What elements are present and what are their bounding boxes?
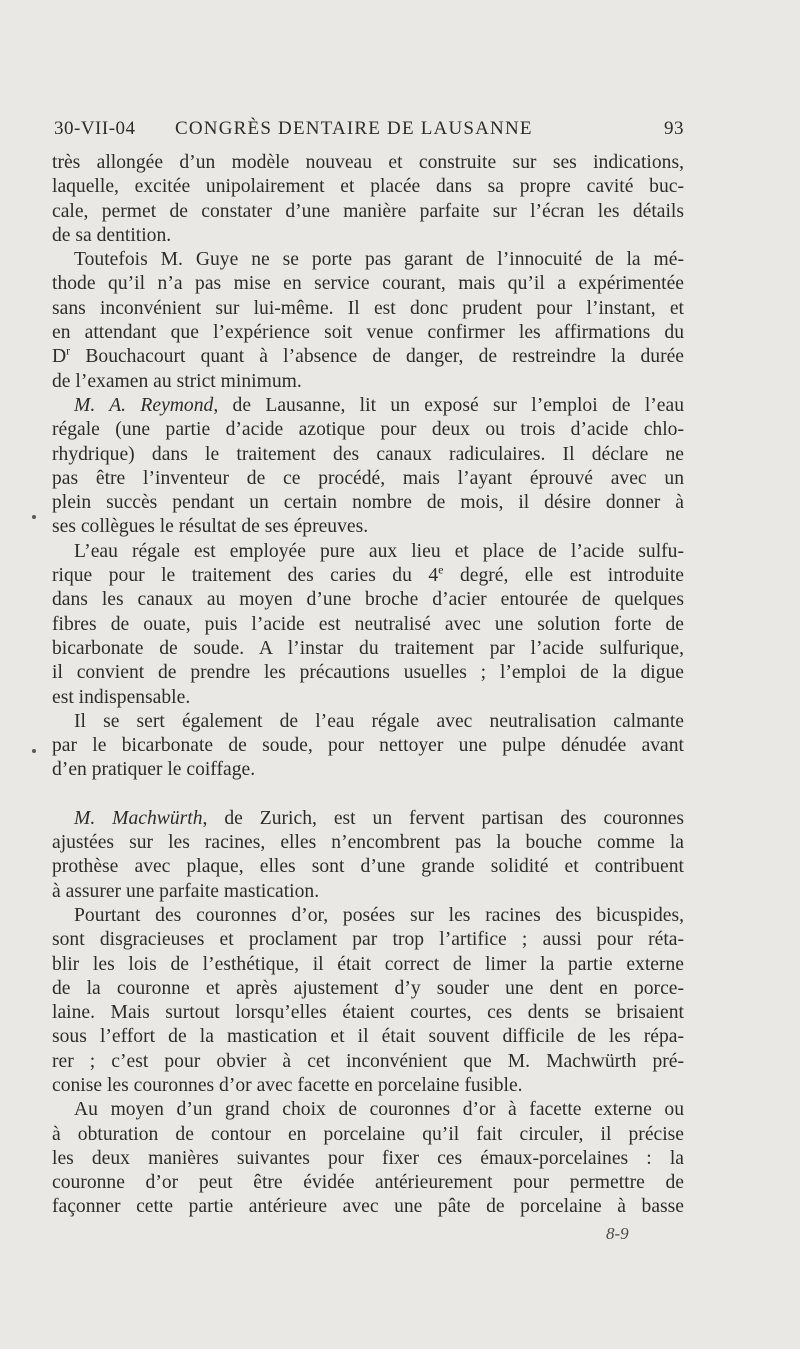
header-title: CONGRÈS DENTAIRE DE LAUSANNE <box>175 118 533 139</box>
text-line: bicarbonate de soude. A l’instar du traitement par l’acide sulfurique, <box>52 637 684 659</box>
text-segment: , de Zurich, est un fervent partisan des couronnes <box>202 807 684 829</box>
text-line: à assurer une parfaite mastication. <box>52 880 320 902</box>
text-line: sans inconvénient sur lui-même. Il est donc prudent pour l’instant, et <box>52 297 684 319</box>
running-header <box>54 118 684 146</box>
text-segment: , de Lausanne, lit un exposé sur l’emploi de l’eau <box>213 394 684 416</box>
text-line: en attendant que l’expérience soit venue confirmer les affirmations du <box>52 322 684 344</box>
text-line: conise les couronnes d’or avec facette en porcelaine fusible. <box>52 1074 523 1096</box>
text-line: laine. Mais surtout lorsqu’elles étaient courtes, ces dents se brisaient <box>52 1002 684 1024</box>
text-line: fibres de ouate, puis l’acide est neutralisé avec une solution forte de <box>52 613 684 635</box>
text-line: régale (une partie d’acide azotique pour deux ou trois d’acide chlo- <box>52 419 684 441</box>
margin-speck <box>32 749 36 753</box>
text-line: prothèse avec plaque, elles sont d’une grande solidité et contribuent <box>52 856 684 878</box>
text-line: laquelle, excitée unipolairement et placée dans sa propre cavité buc- <box>52 176 684 198</box>
text-line: de l’examen au strict minimum. <box>52 370 302 392</box>
ordinal-superscript: e <box>438 562 444 577</box>
text-line: Toutefois M. Guye ne se porte pas garant de l’innocuité de la mé- <box>74 249 684 271</box>
text-segment: degré, elle est introduite <box>443 565 684 587</box>
text-segment: rique pour le traitement des caries du <box>52 565 429 587</box>
speaker-name-reymond: M. A. Reymond <box>74 394 214 416</box>
dr-abbrev: D <box>52 346 67 368</box>
text-line: il convient de prendre les précautions usuelles ; l’emploi de la digue <box>52 662 684 684</box>
text-line: Pourtant des couronnes d’or, posées sur les racines des bicuspides, <box>74 904 684 926</box>
dr-superscript: r <box>66 343 71 358</box>
body-text <box>52 151 684 1220</box>
ordinal-number: 4 <box>428 565 439 587</box>
text-line: par le bicarbonate de soude, pour nettoyer une pulpe dénudée avant <box>52 735 684 757</box>
text-line-doctor <box>52 345 684 369</box>
text-line: Il se sert également de l’eau régale avec neutralisation calmante <box>74 710 684 732</box>
text-line: L’eau régale est employée pure aux lieu et place de l’acide sulfu- <box>74 540 684 562</box>
text-line: blir les lois de l’esthétique, il était correct de limer la partie externe <box>52 953 684 975</box>
text-line: sont disgracieuses et proclament par trop l’artifice ; aussi pour réta- <box>52 929 684 951</box>
speaker-name-machwurth: M. Machwürth <box>74 807 203 829</box>
text-line: plein succès pendant un certain nombre de mois, il désire donner à <box>52 492 684 514</box>
text-line: cale, permet de constater d’une manière parfaite sur l’écran les détails <box>52 200 684 222</box>
text-line: très allongée d’un modèle nouveau et construite sur ses indications, <box>52 152 684 173</box>
text-line: de la couronne et après ajustement d’y souder une dent en porce- <box>52 977 684 999</box>
text-line: de sa dentition. <box>52 224 172 246</box>
margin-speck <box>32 515 36 519</box>
text-line: pas être l’inventeur de ce procédé, mais l’ayant éprouvé avec un <box>52 467 684 489</box>
text-line: d’en pratiquer le coiffage. <box>52 759 256 781</box>
paragraph-gap <box>52 783 684 807</box>
text-line: sous l’effort de la mastication et il était souvent difficile de les répa- <box>52 1026 684 1048</box>
header-date: 30-VII-04 <box>54 118 136 139</box>
text-line: rer ; c’est pour obvier à cet inconvénient que M. Machwürth pré- <box>52 1050 684 1072</box>
text-line-ordinal <box>52 564 684 588</box>
text-line: dans les canaux au moyen d’une broche d’acier entourée de quelques <box>52 589 684 611</box>
text-line: les deux manières suivantes pour fixer ces émaux-porcelaines : la <box>52 1147 684 1169</box>
text-line: couronne d’or peut être évidée antérieurement pour permettre de <box>52 1172 684 1194</box>
footer-mark: 8-9 <box>606 1224 629 1243</box>
text-line: à obturation de contour en porcelaine qu’il fait circuler, il précise <box>52 1123 684 1145</box>
text-segment: Bouchacourt quant à l’absence de danger, de restreindre la durée <box>70 346 684 368</box>
text-line-speaker <box>52 807 684 831</box>
text-line-speaker <box>52 394 684 418</box>
text-line: ajustées sur les racines, elles n’encombrent pas la bouche comme la <box>52 832 684 854</box>
text-line: est indispensable. <box>52 686 191 708</box>
text-line: rhydrique) dans le traitement des canaux radiculaires. Il déclare ne <box>52 443 684 465</box>
text-line: façonner cette partie antérieure avec une pâte de porcelaine à basse <box>52 1196 684 1218</box>
text-line: ses collègues le résultat de ses épreuves. <box>52 516 369 538</box>
text-line: thode qu’il n’a pas mise en service courant, mais qu’il a expérimentée <box>52 273 684 295</box>
page-number: 93 <box>664 118 684 139</box>
text-line: Au moyen d’un grand choix de couronnes d’or à facette externe ou <box>74 1099 684 1121</box>
